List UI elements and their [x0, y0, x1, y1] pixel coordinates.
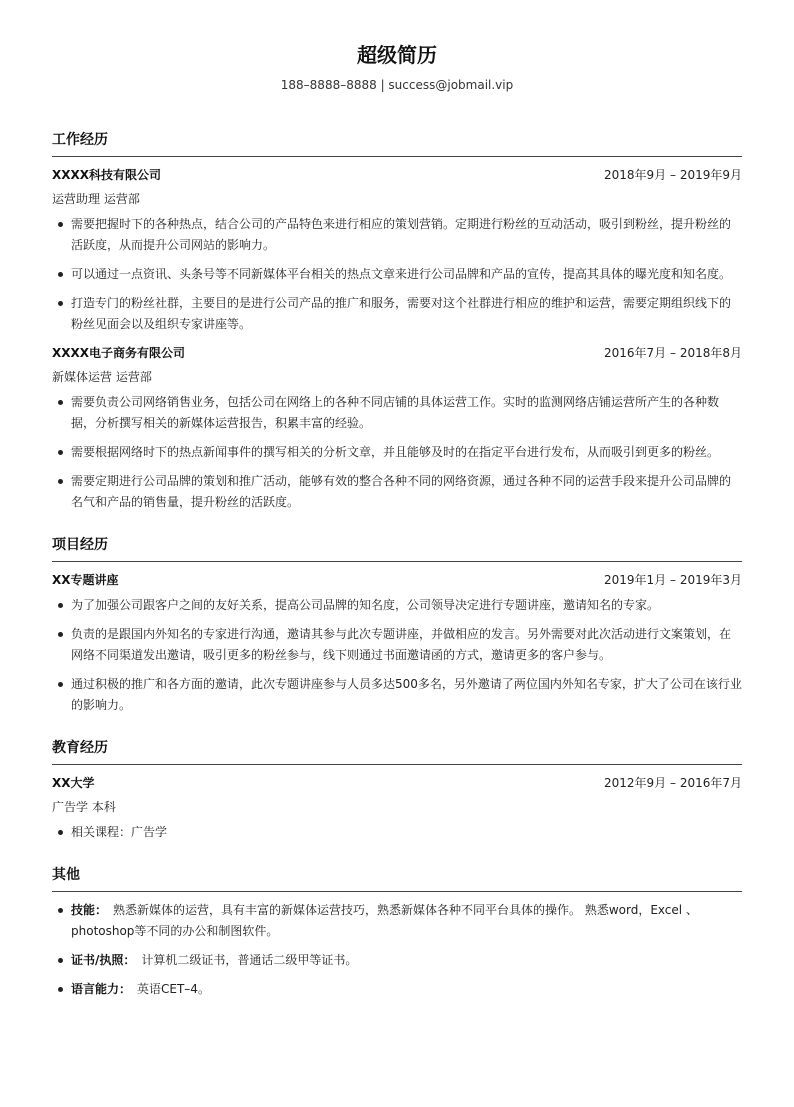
bullet-item: 需要负责公司网络销售业务，包括公司在网络上的各种不同店铺的具体运营工作。实时的监测网络店铺运营所产生的各种数据，分析撰写相关的新媒体运营报告，积累丰富的经验。 [52, 392, 742, 434]
entry-header [52, 343, 742, 363]
bullet-item: 打造专门的粉丝社群，主要目的是进行公司产品的推广和服务，需要对这个社群进行相应的维护和运营，需要定期组织线下的粉丝见面会以及组织专家讲座等。 [52, 293, 742, 335]
section-other [52, 865, 742, 1000]
entry-role: 新媒体运营 运营部 [52, 370, 152, 384]
section-work [52, 130, 742, 513]
other-item-languages [52, 979, 742, 1000]
bullet-item: 为了加强公司跟客户之间的友好关系，提高公司品牌的知名度，公司领导决定进行专题讲座，邀请知名的专家。 [52, 595, 742, 616]
section-education [52, 738, 742, 843]
section-title-education: 教育经历 [52, 738, 742, 765]
entry-header [52, 773, 742, 793]
item-text: 熟悉新媒体的运营，具有丰富的新媒体运营技巧，熟悉新媒体各种不同平台具体的操作。 熟悉word，Excel 、photoshop等不同的办公和制图软件。 [71, 903, 698, 938]
work-entry [52, 165, 742, 335]
entry-bullets [52, 392, 742, 513]
entry-organization: XX大学 [52, 776, 95, 790]
section-title-other: 其他 [52, 865, 742, 892]
entry-organization: XX专题讲座 [52, 573, 119, 587]
bullet-item: 需要根据网络时下的热点新闻事件的撰写相关的分析文章，并且能够及时的在指定平台进行发布，从而吸引到更多的粉丝。 [52, 442, 742, 463]
item-text: 计算机二级证书，普通话二级甲等证书。 [141, 953, 358, 967]
section-title-work: 工作经历 [52, 130, 742, 157]
resume-name: 超级简历 [357, 43, 437, 67]
entry-date: 2019年1月 – 2019年3月 [604, 573, 742, 587]
contact-info: 188–8888–8888 | success@jobmail.vip [280, 78, 514, 92]
entry-date: 2016年7月 – 2018年8月 [604, 346, 742, 360]
entry-role: 运营助理 运营部 [52, 192, 140, 206]
bullet-item: 需要定期进行公司品牌的策划和推广活动，能够有效的整合各种不同的网络资源，通过各种不同的运营手段来提升公司品牌的名气和产品的销售量，提升粉丝的活跃度。 [52, 471, 742, 513]
item-label: 技能： [71, 903, 108, 917]
item-label: 语言能力： [71, 982, 132, 996]
other-items [52, 900, 742, 1000]
bullet-item: 通过积极的推广和各方面的邀请，此次专题讲座参与人员多达500多名，另外邀请了两位国内外知名专家，扩大了公司在该行业的影响力。 [52, 674, 742, 716]
entry-role: 广告学 本科 [52, 800, 116, 814]
bullet-item: 相关课程：广告学 [52, 822, 742, 843]
education-entry [52, 773, 742, 843]
resume-content [52, 130, 742, 1022]
entry-date: 2012年9月 – 2016年7月 [604, 776, 742, 790]
bullet-item: 负责的是跟国内外知名的专家进行沟通，邀请其参与此次专题讲座，并做相应的发言。另外需要对此次活动进行文案策划，在网络不同渠道发出邀请，吸引更多的粉丝参与，线下则通过书面邀请函的方式，邀请更多的客户参与。 [52, 624, 742, 666]
work-entry [52, 343, 742, 513]
other-item-skills [52, 900, 742, 942]
item-label: 证书/执照： [71, 953, 136, 967]
bullet-item: 可以通过一点资讯、头条号等不同新媒体平台相关的热点文章来进行公司品牌和产品的宣传，提高其具体的曝光度和知名度。 [52, 264, 742, 285]
entry-header [52, 165, 742, 185]
other-item-certificates [52, 950, 742, 971]
entry-bullets [52, 822, 742, 843]
entry-header [52, 570, 742, 590]
entry-bullets [52, 595, 742, 716]
section-projects [52, 535, 742, 716]
entry-organization: XXXX科技有限公司 [52, 168, 162, 182]
item-text: 英语CET–4。 [137, 982, 210, 996]
project-entry [52, 570, 742, 716]
entry-organization: XXXX电子商务有限公司 [52, 346, 186, 360]
bullet-item: 需要把握时下的各种热点，结合公司的产品特色来进行相应的策划营销。定期进行粉丝的互动活动，吸引到粉丝，提升粉丝的活跃度，从而提升公司网站的影响力。 [52, 214, 742, 256]
entry-bullets [52, 214, 742, 335]
entry-date: 2018年9月 – 2019年9月 [604, 168, 742, 182]
section-title-projects: 项目经历 [52, 535, 742, 562]
